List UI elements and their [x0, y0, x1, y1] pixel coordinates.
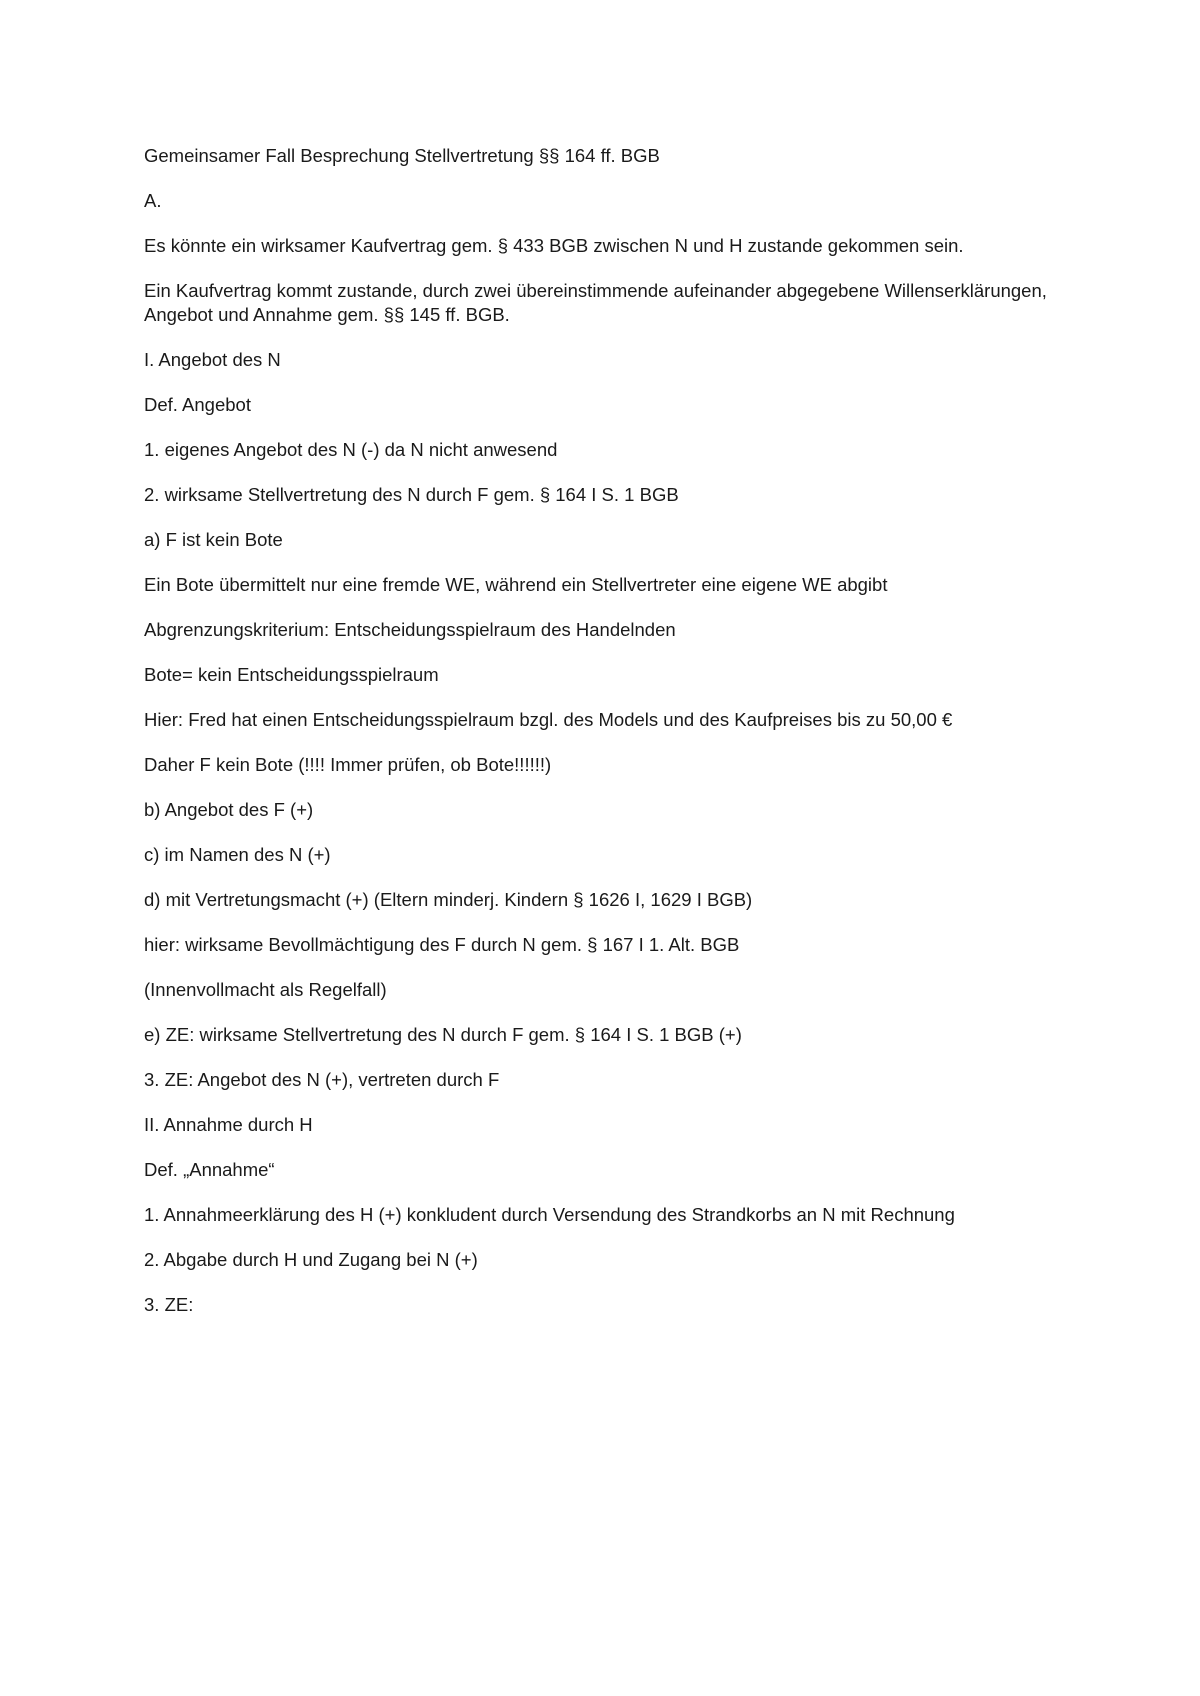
paragraph: d) mit Vertretungsmacht (+) (Eltern minderj. Kindern § 1626 I, 1629 I BGB) — [144, 889, 753, 910]
subsection-heading-angebot: I. Angebot des N — [144, 349, 281, 370]
paragraph: Abgrenzungskriterium: Entscheidungsspielraum des Handelnden — [144, 619, 676, 640]
paragraph: 2. wirksame Stellvertretung des N durch F gem. § 164 I S. 1 BGB — [144, 484, 679, 505]
paragraph: Daher F kein Bote (!!!! Immer prüfen, ob Bote!!!!!!) — [144, 754, 552, 775]
paragraph: Ein Kaufvertrag kommt zustande, durch zwei übereinstimmende aufeinander abgegebene Willenserklärungen, Angebot und Annahme gem. §§ 145 ff. BGB. — [144, 280, 1047, 325]
paragraph: Es könnte ein wirksamer Kaufvertrag gem. § 433 BGB zwischen N und H zustande gekommen sein. — [144, 235, 964, 256]
paragraph: 1. eigenes Angebot des N (-) da N nicht anwesend — [144, 439, 558, 460]
paragraph: a) F ist kein Bote — [144, 529, 283, 550]
paragraph: Hier: Fred hat einen Entscheidungsspielraum bzgl. des Models und des Kaufpreises bis zu 50,00 € — [144, 709, 953, 730]
paragraph: b) Angebot des F (+) — [144, 799, 314, 820]
paragraph: 2. Abgabe durch H und Zugang bei N (+) — [144, 1249, 478, 1270]
section-heading-a: A. — [144, 190, 162, 211]
paragraph: 3. ZE: — [144, 1294, 194, 1315]
document-title: Gemeinsamer Fall Besprechung Stellvertretung §§ 164 ff. BGB — [144, 145, 660, 166]
paragraph: (Innenvollmacht als Regelfall) — [144, 979, 387, 1000]
subsection-heading-annahme: II. Annahme durch H — [144, 1114, 313, 1135]
paragraph: c) im Namen des N (+) — [144, 844, 331, 865]
paragraph: 1. Annahmeerklärung des H (+) konkludent durch Versendung des Strandkorbs an N mit Rechnung — [144, 1204, 955, 1225]
paragraph: Bote= kein Entscheidungsspielraum — [144, 664, 439, 685]
paragraph: Def. „Annahme“ — [144, 1159, 275, 1180]
paragraph: Def. Angebot — [144, 394, 251, 415]
document-body — [144, 144, 1064, 1338]
paragraph: 3. ZE: Angebot des N (+), vertreten durch F — [144, 1069, 500, 1090]
paragraph: hier: wirksame Bevollmächtigung des F durch N gem. § 167 I 1. Alt. BGB — [144, 934, 740, 955]
paragraph: Ein Bote übermittelt nur eine fremde WE, während ein Stellvertreter eine eigene WE abgibt — [144, 574, 888, 595]
paragraph: e) ZE: wirksame Stellvertretung des N durch F gem. § 164 I S. 1 BGB (+) — [144, 1024, 742, 1045]
